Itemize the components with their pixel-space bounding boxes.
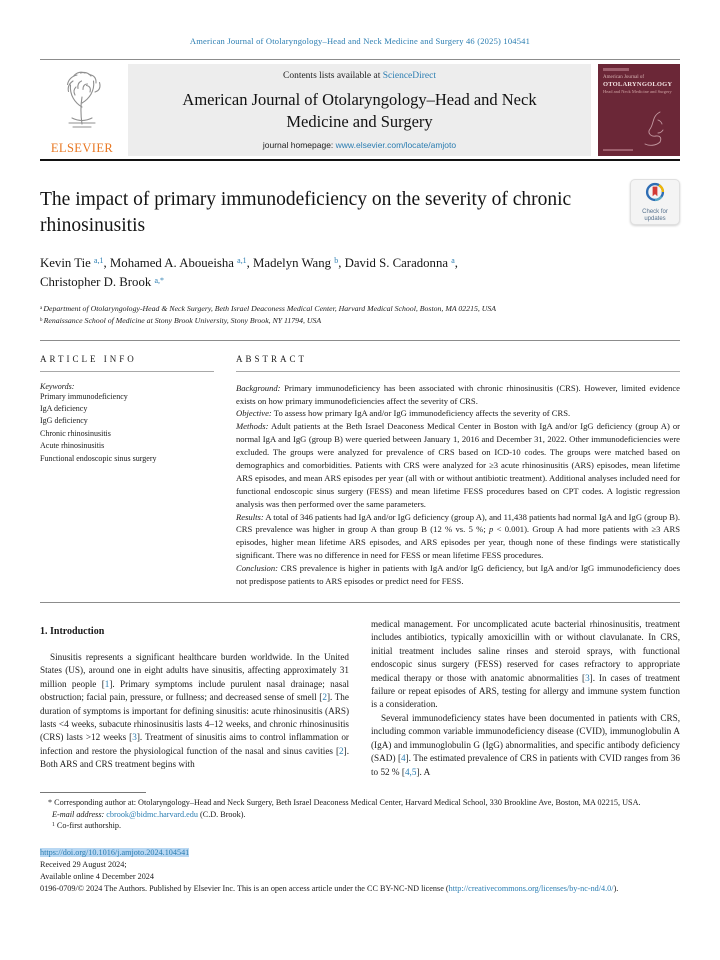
masthead-bottom-rule bbox=[40, 159, 680, 161]
text-segment: CRS prevalence is higher in patients with IgA and/or IgG deficiency, but IgA and/or IgG immunodeficiency does not predispose patients to ARS episodes or predict need for FESS. bbox=[236, 563, 680, 587]
section-divider-top bbox=[40, 340, 680, 341]
affiliations bbox=[40, 303, 680, 326]
cofirst-note bbox=[40, 820, 680, 832]
keyword-item: Functional endoscopic sinus surgery bbox=[40, 453, 157, 463]
article-info-heading: ARTICLE INFO bbox=[40, 353, 137, 364]
text-segment: Results: bbox=[236, 511, 264, 522]
text-segment: , Madelyn Wang bbox=[246, 255, 335, 270]
authors-line-2 bbox=[40, 273, 680, 293]
text-segment: < 0.001). Group A had more patients with ≥3 ARS episodes, higher mean lifetime ARS episodes, and ARS episodes per year, though none of these findings were statistically significant. There was no difference in need for FESS or mean lifetime FESS procedures. bbox=[236, 524, 680, 561]
text-segment: Methods: bbox=[236, 421, 269, 432]
text-segment: a bbox=[40, 306, 44, 312]
contents-prefix: Contents lists available at bbox=[282, 71, 383, 81]
doi-link[interactable]: https://doi.org/10.1016/j.amjoto.2024.104541 bbox=[40, 847, 190, 857]
check-updates-icon bbox=[644, 181, 666, 208]
text-segment: Background: bbox=[236, 382, 281, 393]
text-segment: Renaissance School of Medicine at Stony Brook University, Stony Brook, NY 11794, USA bbox=[43, 315, 322, 325]
text-segment: ]. The estimated prevalence of CRS in patients with CVID ranges from 36 to 52 % [ bbox=[371, 753, 680, 777]
inline-link[interactable]: 2 bbox=[322, 692, 327, 703]
text-segment: Objective: bbox=[236, 408, 272, 419]
affiliation-b bbox=[40, 315, 680, 327]
abstract-rule bbox=[236, 371, 680, 372]
text-segment: Christopher D. Brook bbox=[40, 275, 155, 290]
introduction-section bbox=[40, 618, 680, 779]
keyword-item: IgG deficiency bbox=[40, 416, 88, 426]
masthead-center-panel bbox=[128, 64, 591, 156]
email-note bbox=[40, 809, 680, 821]
journal-masthead bbox=[40, 64, 680, 156]
elsevier-tree-icon bbox=[53, 66, 111, 137]
publication-info bbox=[40, 847, 680, 895]
text-segment: a,1 bbox=[237, 256, 247, 266]
authors-line-1 bbox=[40, 254, 680, 274]
elsevier-logo bbox=[40, 64, 124, 156]
text-segment: , David S. Caradonna bbox=[338, 255, 452, 270]
text-segment: E-mail address: bbox=[52, 809, 107, 819]
section-divider-bottom bbox=[40, 602, 680, 603]
inline-link[interactable]: 3 bbox=[585, 672, 590, 683]
cover-top-mark bbox=[603, 68, 629, 71]
cover-subtitle: Head and Neck Medicine and Surgery bbox=[603, 89, 672, 95]
text-segment: (C.D. Brook). bbox=[197, 809, 246, 819]
text-segment: ]. In cases of treatment failure or repeat episodes of ARS, testing for allergy and immune system function is a consideration. bbox=[371, 672, 680, 710]
footnotes bbox=[40, 797, 680, 832]
text-segment: ]. The duration of symptoms is important for defining sinusitis: acute rhinosinusitis (ARS) lasts <4 weeks, subacute rhinosinusitis lasts 4–12 weeks, and chronic rhinosinusitis (CRS) lasts >12 weeks [ bbox=[40, 692, 349, 743]
text-segment: 0196-0709/© 2024 The Authors. Published by Elsevier Inc. This is an open access article under the CC BY-NC-ND license ( bbox=[40, 883, 449, 893]
title-row bbox=[40, 187, 680, 240]
inline-link[interactable]: cbrook@bidmc.harvard.edu bbox=[106, 809, 198, 819]
inline-link[interactable]: 2 bbox=[339, 745, 344, 756]
article-info-rule bbox=[40, 371, 214, 372]
received-date: Received 29 August 2024; bbox=[40, 859, 127, 869]
intro-paragraph-1 bbox=[40, 651, 349, 772]
text-segment: b bbox=[334, 256, 339, 266]
text-segment: Conclusion: bbox=[236, 563, 279, 574]
available-date: Available online 4 December 2024 bbox=[40, 871, 154, 881]
author-list bbox=[40, 254, 680, 294]
text-segment: medical management. For uncomplicated acute bacterial rhinosinusitis, treatment includes antibiotics, typically amoxicillin with or without clavulanate. In CRS, initial treatment includes saline rinses and steroid sprays, with functional endoscopic sinus surgery (FESS) reserved for cases refractory to appropriate medical therapy or those with anatomic abnormalities [ bbox=[371, 618, 680, 683]
abstract-column bbox=[236, 354, 680, 588]
text-segment: Adult patients at the Beth Israel Deaconess Medical Center in Boston with IgA and/or IgG deficiency (group A) or normal IgA and IgG (group B) were queried between January 1, 2016 and December 31, 2022. Other immunodeficiencies were excluded. The groups were analyzed for prevalence of CRS based on ICD-10 codes. The groups were matched based on demographics and comorbidities. Patients with CRS were analyzed for ≥3 acute rhinosinusitis (ARS) episodes, mean lifetime ARS episodes, and mean ARS episodes per year (all with or without antibiotic treatment). Additional analyses included need for functional endoscopic sinus surgery (FESS) and mean lifetime FESS procedures based on CPT codes. A logistic regression analysis was then performed over the same parameters. bbox=[236, 421, 680, 509]
abstract-objective bbox=[236, 407, 680, 420]
text-segment: Co-first authorship. bbox=[54, 821, 122, 831]
inline-link[interactable]: 4 bbox=[401, 753, 406, 764]
text-segment: Department of Otolaryngology-Head & Neck Surgery, Beth Israel Deaconess Medical Center, Harvard Medical School, Boston, MA 02215, USA bbox=[43, 304, 497, 314]
text-segment: ]. Both ARS and CRS treatment begins with bbox=[40, 745, 349, 770]
keyword-item: IgA deficiency bbox=[40, 404, 88, 414]
check-for-updates-badge[interactable] bbox=[630, 179, 680, 225]
affiliation-a bbox=[40, 303, 680, 315]
article-info-column bbox=[40, 354, 214, 588]
abstract-methods bbox=[236, 420, 680, 510]
journal-title: American Journal of Otolaryngology–Head and Neck Medicine and Surgery bbox=[182, 90, 537, 131]
inline-link[interactable]: 1 bbox=[104, 678, 110, 689]
introduction-heading: 1. Introduction bbox=[40, 625, 105, 637]
text-segment: ]. Treatment of sinusitis aims to control inflammation or infection and restore the physiological function of the nasal and sinus cavities [ bbox=[40, 732, 349, 756]
text-segment: A total of 346 patients had IgA and/or IgG deficiency (group A), and 11,438 patients had normal IgA and IgG (group B). CRS prevalence was higher in group A than group B (12 % vs. 5 %; bbox=[236, 511, 680, 535]
text-segment: a bbox=[451, 256, 455, 266]
cover-bottom-mark bbox=[603, 149, 633, 151]
text-segment: p bbox=[489, 524, 494, 535]
text-segment: , bbox=[454, 255, 458, 270]
text-segment: Sinusitis represents a significant healthcare burden worldwide. In the United States (US), around one in eight adults have sinusitis, affecting approximately 31 million people [ bbox=[40, 651, 349, 689]
abstract-results bbox=[236, 511, 680, 563]
article-title: The impact of primary immunodeficiency on the severity of chronic rhinosinusitis bbox=[40, 189, 572, 237]
keyword-item: Chronic rhinosinusitis bbox=[40, 428, 111, 438]
header-divider bbox=[40, 59, 680, 60]
sciencedirect-link[interactable]: ScienceDirect bbox=[382, 71, 436, 81]
keywords-label: Keywords: bbox=[40, 381, 75, 391]
copyright-line bbox=[40, 883, 680, 895]
text-segment: a,* bbox=[154, 275, 164, 285]
text-segment: , Mohamed A. Aboueisha bbox=[103, 255, 238, 270]
footnote-divider bbox=[40, 792, 146, 793]
keyword-item: Primary immunodeficiency bbox=[40, 391, 128, 401]
text-segment: a,1 bbox=[94, 256, 104, 266]
text-segment: ). bbox=[613, 883, 619, 893]
intro-paragraph-2 bbox=[371, 618, 680, 712]
keyword-item: Acute rhinosinusitis bbox=[40, 441, 105, 451]
inline-link[interactable]: http://creativecommons.org/licenses/by-nc-nd/4.0/ bbox=[448, 883, 614, 893]
journal-citation-header: American Journal of Otolaryngology–Head and Neck Medicine and Surgery 46 (2025) 104541 bbox=[189, 36, 531, 46]
text-segment: Primary immunodeficiency has been associated with chronic rhinosinusitis (CRS). However, limited evidence exists on how primary immunodeficiencies affect the severity of CRS. bbox=[236, 382, 680, 406]
cover-title-top: American Journal of bbox=[603, 75, 645, 80]
text-segment: ]. A bbox=[416, 766, 431, 777]
text-segment: 1 bbox=[52, 821, 55, 828]
contents-line bbox=[136, 71, 583, 81]
doi-line bbox=[40, 847, 680, 859]
intro-paragraph-3 bbox=[371, 712, 680, 779]
text-segment: Kevin Tie bbox=[40, 255, 95, 270]
text-segment: Several immunodeficiency states have been documented in patients with CRS, including common variable immunodeficiency disease (CVID), immunoglobulin A (IgA) and immunoglobulin G (IgG) abnormalities, and specific antibody deficiency (SAD) [ bbox=[371, 712, 680, 764]
inline-link[interactable]: 4,5 bbox=[404, 766, 417, 777]
corresponding-author-note: * Corresponding author at: Otolaryngology–Head and Neck Surgery, Beth Israel Deaconess Medical Center, Harvard Medical School, 330 Brookline Ave, Boston, MA 02215, USA. bbox=[48, 797, 641, 807]
text-segment: To assess how primary IgA and/or IgG immunodeficiency affects the severity of CRS. bbox=[271, 408, 571, 419]
journal-cover-thumbnail[interactable] bbox=[598, 64, 680, 156]
elsevier-wordmark: ELSEVIER bbox=[50, 141, 114, 155]
abstract-heading: ABSTRACT bbox=[236, 353, 308, 364]
abstract-conclusion bbox=[236, 562, 680, 588]
cover-title-main: OTOLARYNGOLOGY bbox=[603, 81, 673, 89]
homepage-line bbox=[136, 140, 583, 150]
journal-homepage-link[interactable]: www.elsevier.com/locate/amjoto bbox=[335, 140, 457, 150]
abstract-body bbox=[236, 382, 680, 588]
abstract-background bbox=[236, 382, 680, 408]
inline-link[interactable]: 3 bbox=[132, 732, 137, 743]
check-updates-label: Check for updates bbox=[642, 209, 668, 222]
homepage-label: journal homepage: bbox=[262, 140, 336, 150]
intro-right-column bbox=[371, 618, 680, 779]
text-segment: b bbox=[40, 317, 44, 323]
info-abstract-section bbox=[40, 354, 680, 588]
intro-left-column bbox=[40, 618, 349, 779]
text-segment: ]. Primary symptoms include purulent nasal drainage; nasal obstruction; facial pain, pressure, or fullness; and decreased sense of smell [ bbox=[40, 678, 350, 703]
